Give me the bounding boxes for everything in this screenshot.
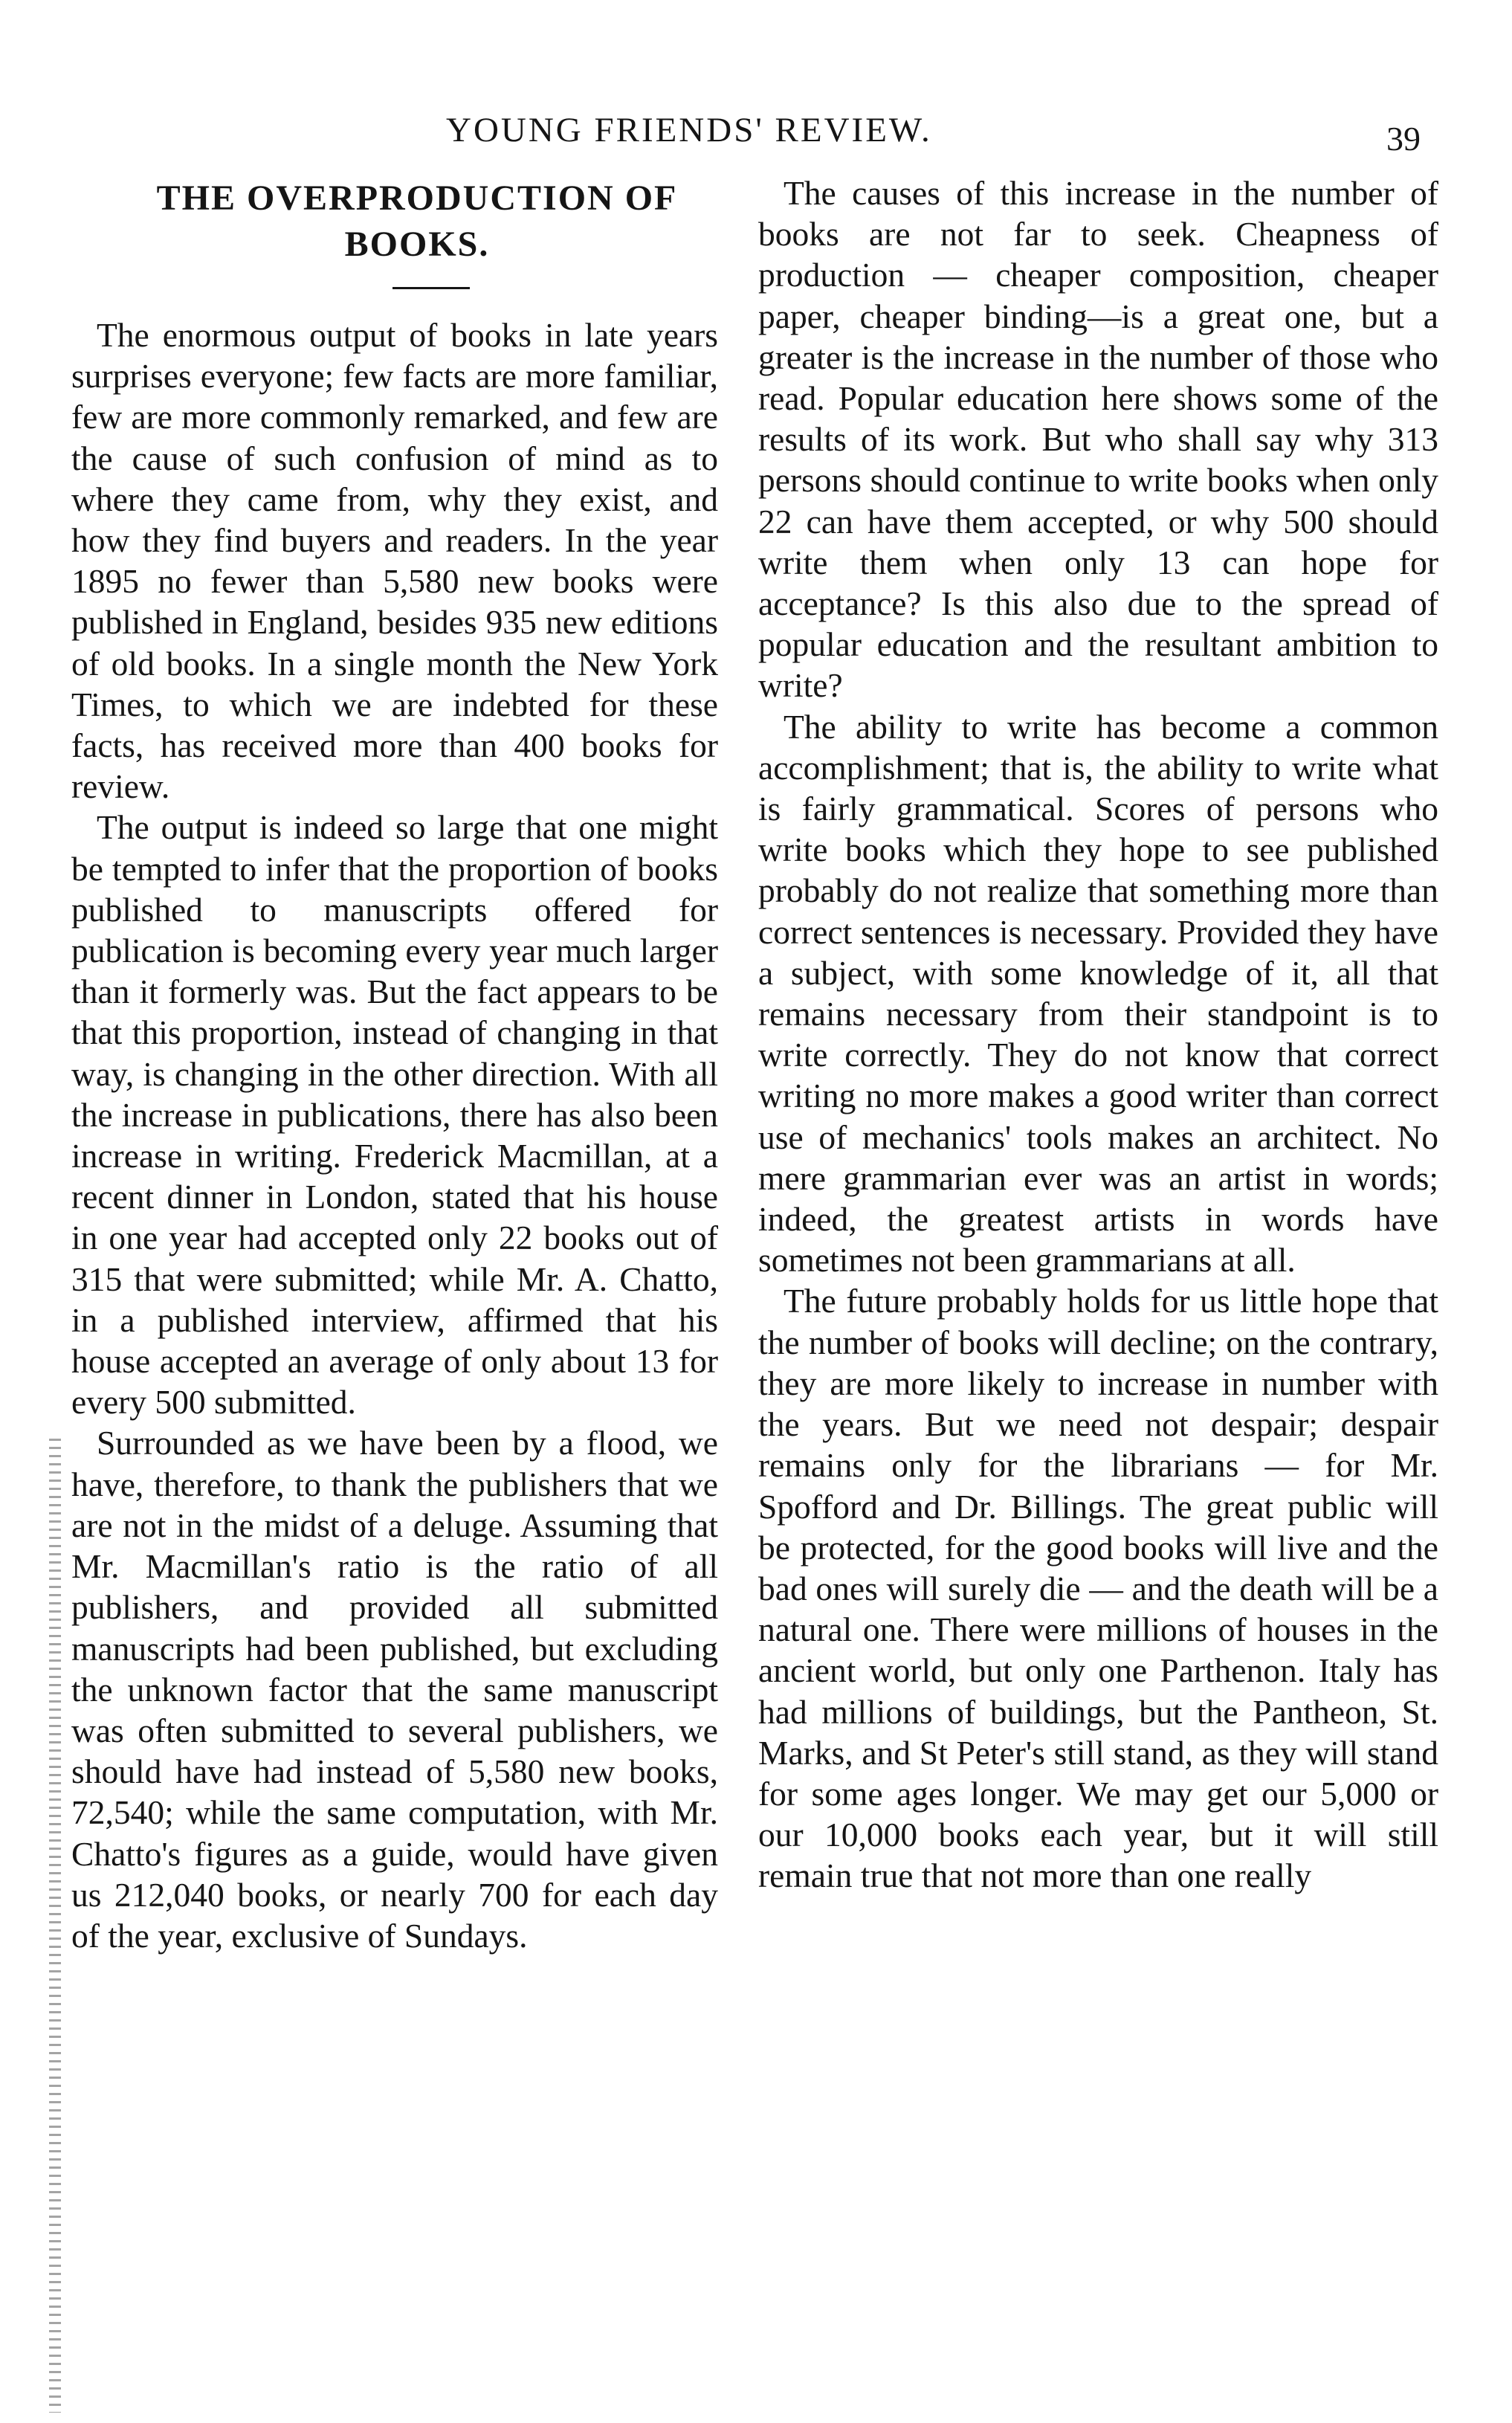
paragraph: The enormous output of books in late years surprises everyone; few facts are more familiar, few are more commonly remarked, and few are the cause of such confusion of mind as to where they came from, why they exist, and how they find buyers and readers. In the year 1895 no fewer than 5,580 new books were published in England, besides 935 new editions of old books. In a single month the New York Times, to which we are indebted for these facts, has received more than 400 books for review. [71,316,718,806]
binding-margin-stain [49,1439,61,2413]
title-divider [392,287,470,289]
paragraph: The output is indeed so large that one might be tempted to infer that the proportion of books published to manuscripts offered for publication is becoming every year much larger than it formerly was. But the fact appears to be that this proportion, instead of changing in that way, is changing in the other direction. With all the increase in publications, there has also been increase in writing. Frederick Macmillan, at a recent dinner in London, stated that his house in one year had accepted only 22 books out of 315 that were submitted; while Mr. A. Chatto, in a published interview, affirmed that his house accepted an average of only about 13 for every 500 submitted. [71,808,718,1422]
article-title: THE OVERPRODUCTION OF BOOKS. [156,178,678,264]
paragraph: The causes of this increase in the number of books are not far to seek. Cheapness of production — cheaper composition, cheaper paper, cheaper binding—is a great one, but a greater is the increase in the number of those who read. Popular education here shows some of the results of its work. But who shall say why 313 persons should continue to write books when only 22 can have them accepted, or why 500 should write them when only 13 can hope for acceptance? Is this also due to the spread of popular education and the resultant ambition to write? [758,174,1438,705]
paragraph: The future probably holds for us little hope that the number of books will decline; on the contrary, they are more likely to increase in number with the years. But we need not despair; despair remains only for the librarians — for Mr. Spofford and Dr. Billings. The great public will be protected, for the good books will live and the bad ones will surely die — and the death will be a natural one. There were millions of houses in the ancient world, but only one Parthenon. Italy has had millions of buildings, but the Pantheon, St. Marks, and St Peter's still stand, as they will stand for some ages longer. We may get our 5,000 or our 10,000 books each year, but it will still remain true that not more than one really [758,1282,1438,1895]
paragraph: The ability to write has become a common accomplishment; that is, the ability to write what is fairly grammatical. Scores of persons who write books which they hope to see published probably do not realize that something more than correct sentences is necessary. Provided they have a subject, with some knowledge of it, all that remains necessary from their standpoint is to write correctly. They do not know that correct writing no more makes a good writer than correct use of mechanics' tools makes an architect. No mere grammarian ever was an artist in words; indeed, the greatest artists in words have sometimes not been grammarians at all. [758,707,1438,1280]
paragraph: Surrounded as we have been by a flood, we have, therefore, to thank the publishers that we are not in the midst of a deluge. Assuming that Mr. Macmillan's ratio is the ratio of all publishers, and provided all submitted manuscripts had been published, but excluding the unknown factor that the same manuscript was often submitted to several publishers, we should have had instead of 5,580 new books, 72,540; while the same computation, with Mr. Chatto's figures as a guide, would have given us 212,040 books, or nearly 700 for each day of the year, exclusive of Sundays. [71,1424,718,1955]
page-number: 39 [1386,120,1421,158]
right-column [758,172,1438,1897]
running-head: YOUNG FRIENDS' REVIEW. [446,111,932,149]
left-column [71,172,718,1956]
